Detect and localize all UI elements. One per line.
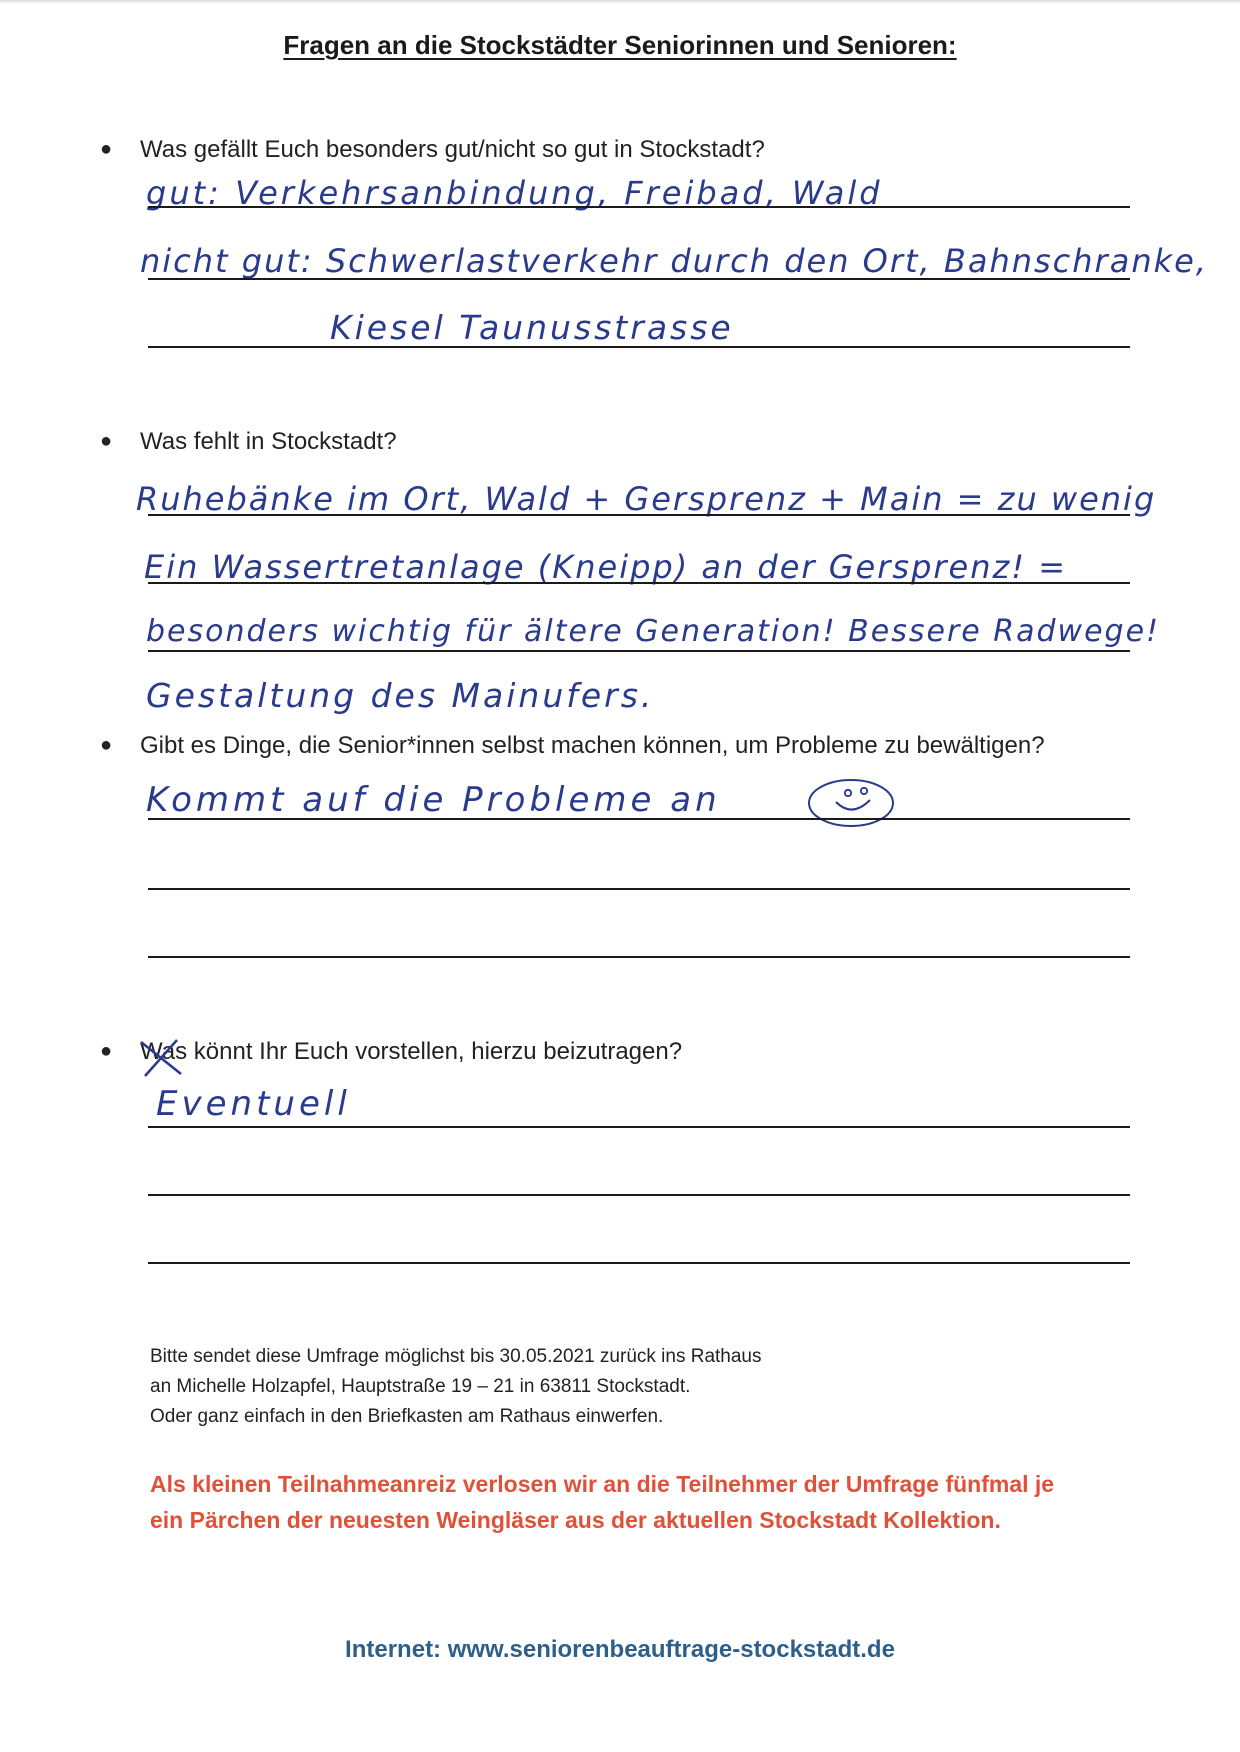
answer-1-line-2: nicht gut: Schwerlastverkehr durch den Ort, Bahnschranke, [140, 242, 1208, 280]
footer-line-2: an Michelle Holzapfel, Hauptstraße 19 – 21 in 63811 Stockstadt. [150, 1376, 691, 1397]
bullet-icon: ● [100, 1040, 113, 1062]
website-link[interactable]: Internet: www.seniorenbeauftrage-stockstadt.de [345, 1636, 895, 1663]
answer-2-line-3: besonders wichtig für ältere Generation! Bessere Radwege! [146, 614, 1161, 649]
question-2-text: Was fehlt in Stockstadt? [140, 428, 397, 455]
bullet-icon: ● [100, 430, 113, 452]
question-1-text: Was gefällt Euch besonders gut/nicht so gut in Stockstadt? [140, 136, 765, 163]
answer-4-line-1: Eventuell [156, 1084, 351, 1124]
question-3 [100, 732, 1045, 760]
answer-2-line-4: Gestaltung des Mainufers. [146, 676, 655, 715]
answer-line [148, 346, 1130, 348]
answer-line [148, 818, 1130, 820]
smiley-face-icon [806, 776, 896, 830]
cross-out-mark-icon [137, 1038, 187, 1078]
footer-line-1: Bitte sendet diese Umfrage möglichst bis 30.05.2021 zurück ins Rathaus [150, 1346, 762, 1367]
answer-line [148, 1126, 1130, 1128]
promo-line-1: Als kleinen Teilnahmeanreiz verlosen wir an die Teilnehmer der Umfrage fünfmal je [150, 1471, 1055, 1497]
answer-line [148, 206, 1130, 208]
question-4-text: Was könnt Ihr Euch vorstellen, hierzu beizutragen? [140, 1038, 683, 1065]
answer-line [148, 514, 1130, 516]
answer-line [148, 582, 1130, 584]
bullet-icon: ● [100, 138, 113, 160]
answer-line [148, 278, 1130, 280]
promo-line-2: ein Pärchen der neuesten Weingläser aus der aktuellen Stockstadt Kollektion. [150, 1507, 1001, 1533]
answer-3-line-1: Kommt auf die Probleme an [146, 780, 721, 820]
question-1 [100, 136, 765, 164]
answer-line [148, 888, 1130, 890]
scan-edge [0, 0, 1240, 4]
answer-line [148, 650, 1130, 652]
question-3-text: Gibt es Dinge, die Senior*innen selbst machen können, um Probleme zu bewältigen? [140, 732, 1045, 759]
answer-2-line-2: Ein Wassertretanlage (Kneipp) an der Gersprenz! = [144, 548, 1068, 586]
footer-line-3: Oder ganz einfach in den Briefkasten am Rathaus einwerfen. [150, 1406, 664, 1427]
answer-line [148, 1194, 1130, 1196]
bullet-icon: ● [100, 734, 113, 756]
question-4 [100, 1038, 682, 1066]
question-2 [100, 428, 397, 456]
answer-2-line-1: Ruhebänke im Ort, Wald + Gersprenz + Main = zu wenig [136, 480, 1157, 518]
answer-line [148, 1262, 1130, 1264]
answer-1-line-1: gut: Verkehrsanbindung, Freibad, Wald [146, 174, 883, 212]
answer-line [148, 956, 1130, 958]
page-title: Fragen an die Stockstädter Seniorinnen und Senioren: [283, 30, 957, 60]
answer-1-line-3: Kiesel Taunusstrasse [330, 308, 734, 347]
